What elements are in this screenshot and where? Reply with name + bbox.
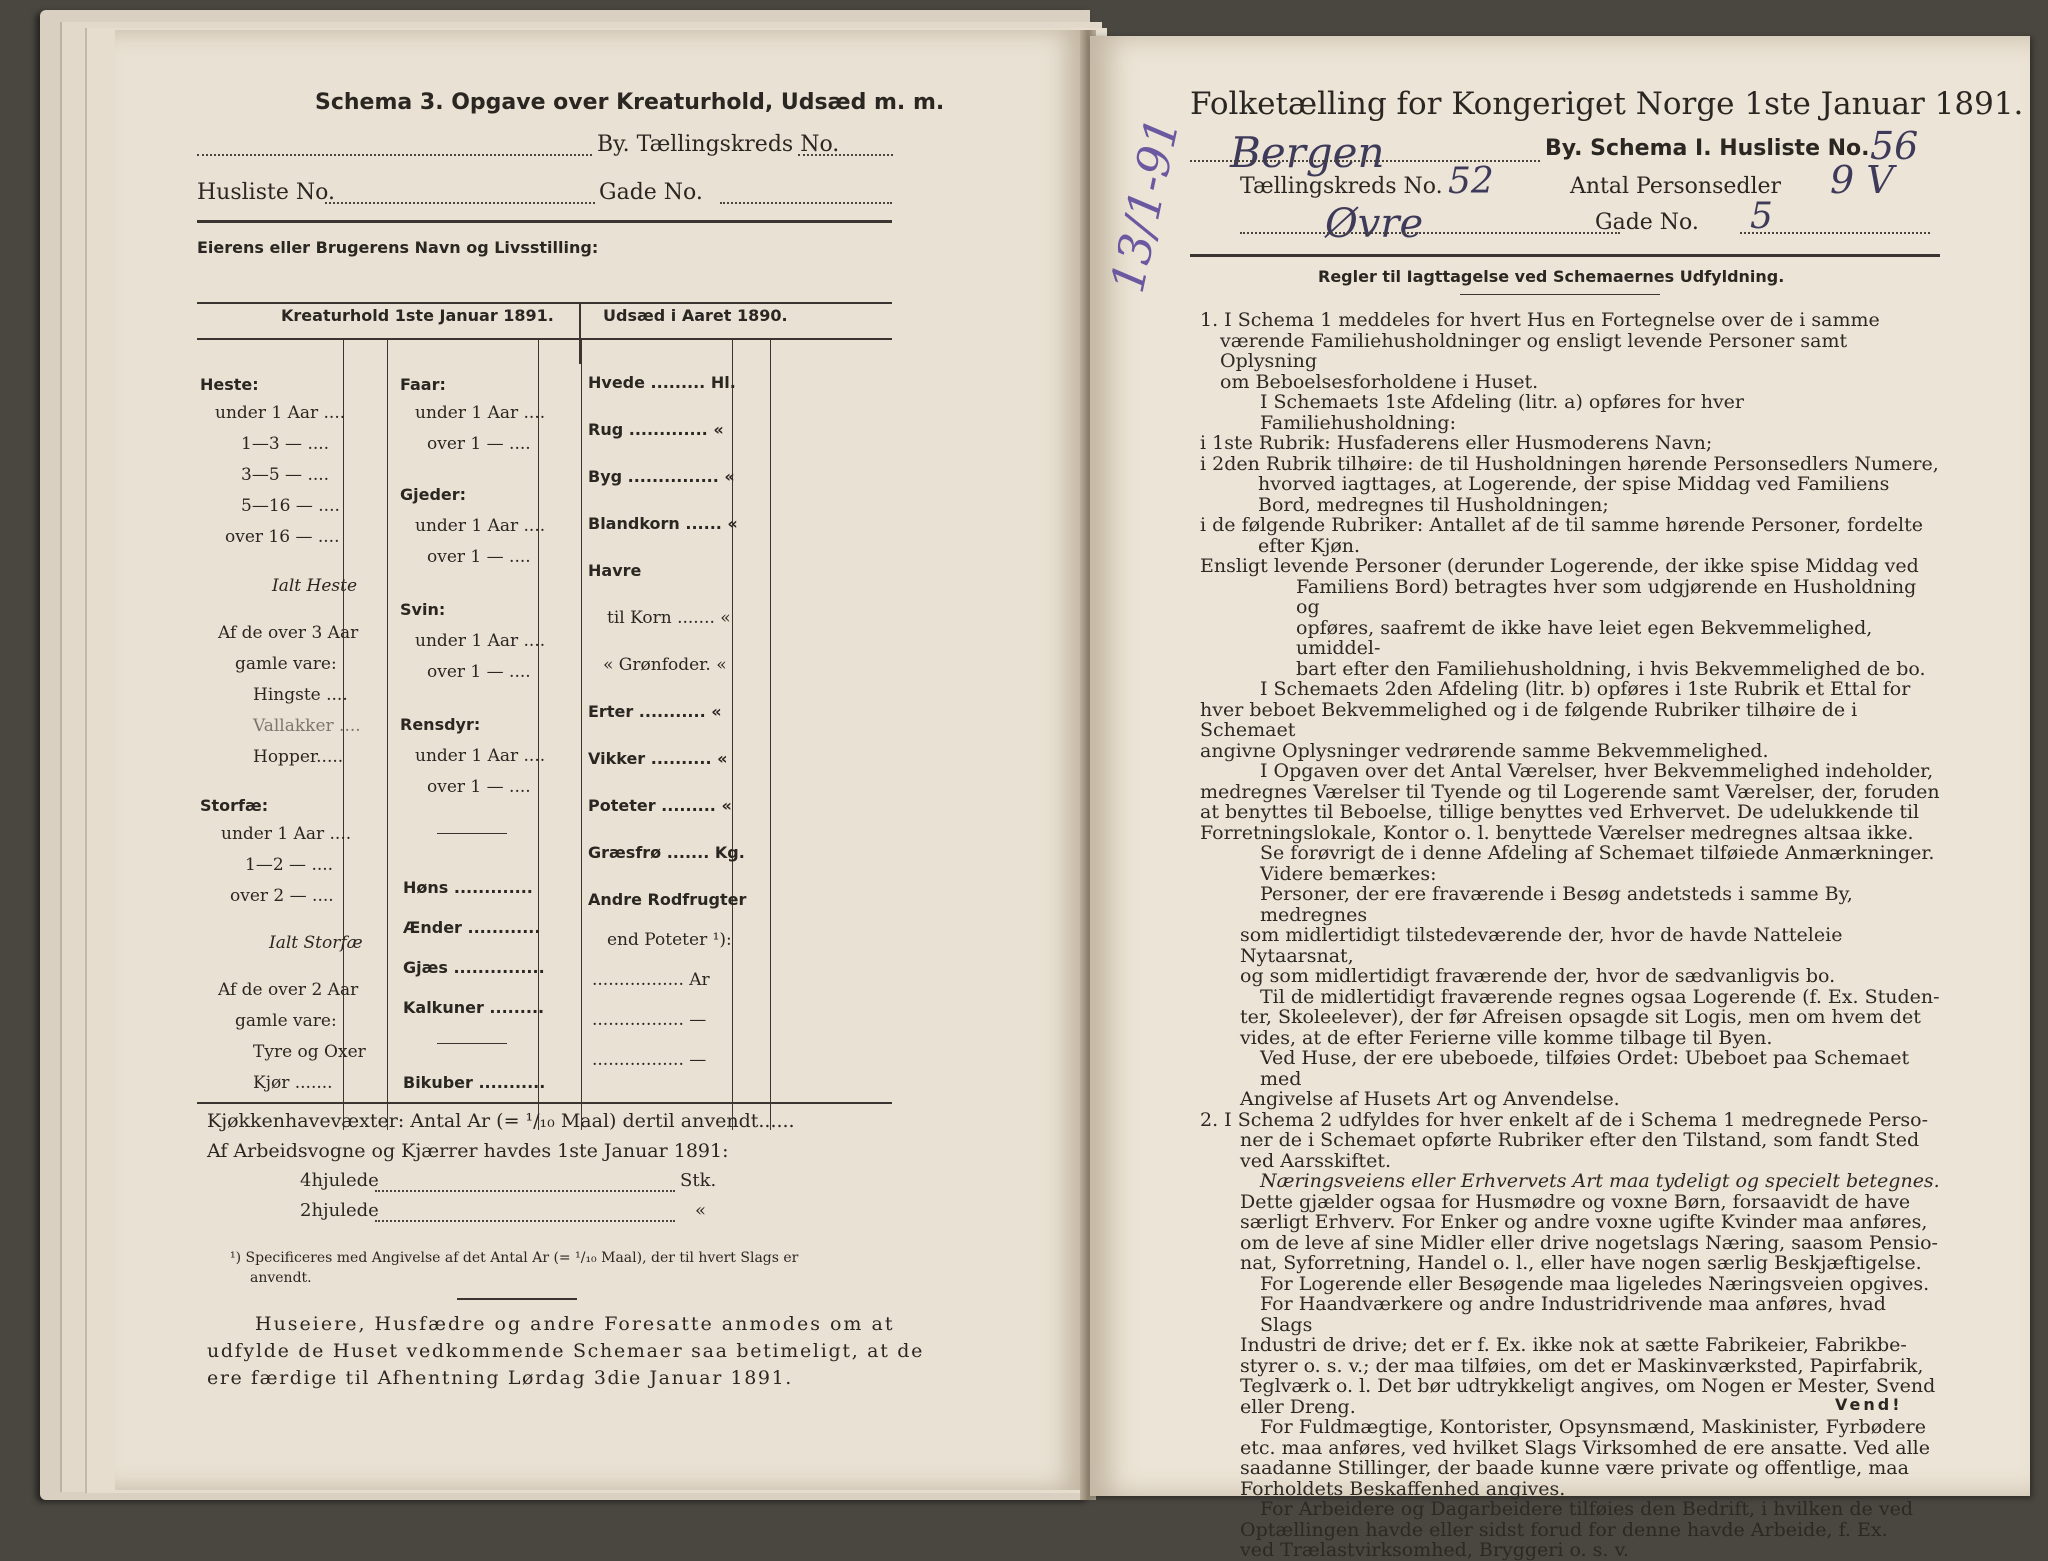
gjeder-label: Gjeder: <box>400 485 467 504</box>
rule <box>197 1102 892 1104</box>
row-label: Havre <box>588 561 642 580</box>
row-label: over 1 — .... <box>427 662 531 682</box>
row-label: Hingste .... <box>253 685 348 705</box>
row-label: 3—5 — .... <box>241 465 330 485</box>
by-label: By. Tællingskreds No. <box>597 132 840 157</box>
rules-line: Næringsveiens eller Erhvervets Art maa tydeligt og specielt betegnes. <box>1260 1170 1940 1192</box>
row-label: under 1 Aar .... <box>221 824 352 844</box>
street-handwritten: Øvre <box>1325 201 1424 247</box>
eier-label: Eierens eller Brugerens Navn og Livsstilling: <box>197 238 599 257</box>
rules-line: eller Dreng. <box>1240 1395 1356 1418</box>
row-label: Ialt Heste <box>272 576 358 596</box>
rules-line: Angivelse af Husets Art og Anvendelse. <box>1240 1088 1620 1110</box>
rules-line: som midlertidigt tilstedeværende der, hvor de havde Natteleie Nytaarsnat, <box>1240 924 1843 967</box>
row-label: 1—2 — .... <box>245 855 334 875</box>
row-label: 1—3 — .... <box>241 434 330 454</box>
rules-line: hvorved iagttages, at Logerende, der spise Middag ved Familiens <box>1258 473 1890 495</box>
rules-line: I Schemaets 1ste Afdeling (litr. a) opføres for hver Familiehusholdning: <box>1260 391 1745 434</box>
row-label: Af de over 2 Aar <box>218 980 359 1000</box>
rules-line: medregnes Værelser til Tyende og til Logerende samt Værelser, der, foruden <box>1200 780 1940 803</box>
antal-no: 9 V <box>1830 158 1894 202</box>
rules-line: og som midlertidigt fraværende der, hvor de sædvanligvis bo. <box>1240 965 1836 987</box>
rules-line: Personer, der ere fraværende i Besøg andetsteds i samme By, medregnes <box>1260 883 1853 926</box>
rules-line: Ved Huse, der ere ubeboede, tilføies Ordet: Ubeboet paa Schemaet med <box>1260 1047 1910 1090</box>
city-handwritten: Bergen <box>1230 128 1385 177</box>
footnote: ¹) Specificeres med Angivelse af det Antal Ar (= ¹/₁₀ Maal), der til hvert Slags er <box>230 1250 799 1266</box>
margin-note: 13/1-91 <box>1100 112 1190 298</box>
kreaturhold-header: Kreaturhold 1ste Januar 1891. <box>281 306 554 325</box>
faar-label: Faar: <box>400 375 446 394</box>
row-label: til Korn ....... « <box>607 608 731 628</box>
left-title: Schema 3. Opgave over Kreaturhold, Udsæd m. m. <box>315 90 945 115</box>
row-label: under 1 Aar .... <box>415 746 546 766</box>
row-label: gamle vare: <box>235 1011 337 1031</box>
rules-line: ter, Skoleelever), der før Afreisen opsagde sit Logis, men om hvem det <box>1240 1006 1921 1028</box>
rules-line: Dette gjælder ogsaa for Husmødre og voxne Børn, forsaavidt de have <box>1240 1190 1911 1213</box>
rules-line: særligt Erhverv. For Enker og andre voxne ugifte Kvinder maa anføres, <box>1240 1211 1928 1233</box>
row-label: Af de over 3 Aar <box>218 623 359 643</box>
row-label: over 1 — .... <box>427 777 531 797</box>
stk-label: Stk. <box>680 1170 717 1191</box>
appeal-line: ere færdige til Afhentning Lørdag 3die Januar 1891. <box>207 1367 793 1389</box>
row-label: over 1 — .... <box>427 547 531 567</box>
column-rule <box>387 340 388 1130</box>
rule <box>197 220 892 223</box>
gade-label: Gade No. <box>1595 210 1699 235</box>
row-label: over 16 — .... <box>225 527 340 547</box>
row-label: Kalkuner ......... <box>403 998 545 1017</box>
rule <box>457 1298 577 1300</box>
rules-line: om Beboelsesforholdene i Huset. <box>1220 370 1539 393</box>
row-label: over 2 — .... <box>230 886 334 906</box>
row-label: Poteter ......... « <box>588 796 732 815</box>
row-label: over 1 — .... <box>427 434 531 454</box>
rules-line: Optællingen havde eller sidst forud for denne havde Arbeide, f. Ex. <box>1240 1518 1888 1541</box>
kreds-no: 52 <box>1448 161 1494 202</box>
row-label: Græsfrø ....... Kg. <box>588 843 745 862</box>
footnote: anvendt. <box>250 1270 312 1286</box>
rules-line: ner de i Schemaet opførte Rubriker efter den Tilstand, som fandt Sted <box>1240 1129 1920 1151</box>
row-label: Rug ............. « <box>588 420 724 439</box>
rules-line: For Haandværkere og andre Industridrivende maa anføres, hvad Slags <box>1260 1293 1886 1336</box>
dotted-line <box>375 1220 675 1222</box>
row-label: Gjæs ............... <box>403 958 545 977</box>
rules-line: I Schemaets 2den Afdeling (litr. b) opføres i 1ste Rubrik et Ettal for <box>1260 678 1911 700</box>
row-label: Ænder ............ <box>403 918 541 937</box>
svin-label: Svin: <box>400 600 446 619</box>
rules-line: i de følgende Rubriker: Antallet af de til samme hørende Personer, fordelte <box>1200 514 1924 536</box>
appeal-line: Huseiere, Husfædre og andre Foresatte anmodes om at <box>255 1313 895 1335</box>
column-rule <box>732 340 733 1130</box>
rules-line: Familiens Bord) betragtes hver som udgjørende en Husholdning og <box>1296 575 1917 618</box>
antal-label: Antal Personsedler <box>1570 174 1782 199</box>
rules-line: Forretningslokale, Kontor o. l. benyttede Værelser medregnes altsaa ikke. <box>1200 821 1914 844</box>
row-label: Bikuber ........... <box>403 1073 546 1092</box>
rules-line: Forholdets Beskaffenhed angives. <box>1240 1477 1566 1500</box>
rules-line: Bord, medregnes til Husholdningen; <box>1258 493 1609 516</box>
left-page <box>115 30 1085 1490</box>
row-label: « Grønfoder. « <box>603 655 727 675</box>
row-label: Høns ............. <box>403 878 533 897</box>
row-label: Vallakker .... <box>253 716 361 736</box>
rules-line: bart efter den Familiehusholdning, i hvis Bekvemmelighed de bo. <box>1296 657 1926 680</box>
husliste-label: Husliste No. <box>197 180 335 205</box>
rules-line: Se forøvrigt de i denne Afdeling af Schemaet tilføiede Anmærkninger. <box>1260 842 1935 864</box>
row-label: under 1 Aar .... <box>415 403 546 423</box>
rules-line: Ensligt levende Personer (derunder Logerende, der ikke spise Middag ved <box>1200 555 1919 577</box>
row-label: Byg ............... « <box>588 467 735 486</box>
rules-line: Til de midlertidigt fraværende regnes ogsaa Logerende (f. Ex. Studen- <box>1260 985 1940 1008</box>
kjokkenhave-line: Kjøkkenhavevæxter: Antal Ar (= ¹/₁₀ Maal) dertil anvendt...... <box>207 1110 795 1132</box>
rule <box>1190 254 1940 257</box>
by-schema-label: By. Schema I. Husliste No. <box>1545 136 1870 161</box>
row-label: Vikker .......... « <box>588 749 728 768</box>
right-title: Folketælling for Kongeriget Norge 1ste Januar 1891. <box>1190 86 2024 122</box>
rules-line: om de leve af sine Midler eller drive nogetslags Næring, saasom Pensio- <box>1240 1231 1938 1254</box>
right-page <box>1090 36 2030 1561</box>
rules-line: hver beboet Bekvemmelighed og i de følgende Rubriker tilhøire de i Schemaet <box>1200 698 1858 741</box>
rules-line: værende Familiehusholdninger og ensligt levende Personer samt Oplysning <box>1220 329 1848 372</box>
rules-line: efter Kjøn. <box>1258 534 1361 557</box>
husliste-no: 56 <box>1870 124 1919 168</box>
rules-line: Teglværk o. l. Det bør udtrykkeligt angives, om Nogen er Mester, Svend <box>1240 1375 1936 1397</box>
dotted-line <box>197 154 592 156</box>
gade-no: 5 <box>1750 196 1773 237</box>
row-label: Tyre og Oxer <box>253 1042 366 1062</box>
rules-line: For Arbeidere og Dagarbeidere tilføies den Bedrift, i hvilken de ved <box>1260 1498 1913 1520</box>
dotted-line <box>1740 232 1930 234</box>
row-label: end Poteter ¹): <box>607 930 732 950</box>
rules-text <box>1200 310 1940 1561</box>
rule <box>197 302 892 304</box>
heste-label: Heste: <box>200 375 259 394</box>
rules-title: Regler til Iagttagelse ved Schemaernes Udfyldning. <box>1318 267 1785 286</box>
dotted-line <box>325 202 595 204</box>
udsaed-header: Udsæd i Aaret 1890. <box>603 306 788 325</box>
row-label: Blandkorn ...... « <box>588 514 738 533</box>
rules-line: angivne Oplysninger vedrørende samme Bekvemmelighed. <box>1200 739 1769 762</box>
rules-line: i 2den Rubrik tilhøire: de til Husholdningen hørende Personsedlers Numere, <box>1200 452 1939 475</box>
dotted-line <box>720 202 892 204</box>
vend-label: Vend! <box>1835 1395 1903 1414</box>
kreds-label: Tællingskreds No. <box>1240 174 1443 199</box>
arbeidsvogne-line: Af Arbeidsvogne og Kjærrer havdes 1ste Januar 1891: <box>207 1140 729 1162</box>
appeal-line: udfylde de Huset vedkommende Schemaer saa betimeligt, at de <box>207 1340 925 1362</box>
hjulede2-label: 2hjulede <box>300 1200 379 1221</box>
row-label: Hopper..... <box>253 747 344 767</box>
rules-line: 2. I Schema 2 udfyldes for hver enkelt af de i Schema 1 medregnede Perso- <box>1200 1108 1929 1131</box>
dotted-line <box>375 1190 675 1192</box>
column-rule <box>581 340 582 1130</box>
row-label: ................. — <box>592 1050 707 1070</box>
rules-line: styrer o. s. v.; der maa tilføies, om det er Maskinværksted, Papirfabrik, <box>1240 1354 1924 1377</box>
rules-line: i 1ste Rubrik: Husfaderens eller Husmoderens Navn; <box>1200 432 1713 454</box>
rules-line: etc. maa anføres, ved hvilket Slags Virksomhed de ere ansatte. Ved alle <box>1240 1436 1931 1459</box>
row-label: Ialt Storfæ <box>269 933 363 953</box>
rules-line: 1. I Schema 1 meddeles for hvert Hus en Fortegnelse over de i samme <box>1200 309 1880 331</box>
rules-line: saadanne Stillinger, der baade kunne være private og offentlige, maa <box>1240 1457 1909 1479</box>
rules-line: at benyttes til Beboelse, tillige benyttes ved Erhvervet. De udelukkende til <box>1200 801 1920 823</box>
hjulede4-label: 4hjulede <box>300 1170 379 1191</box>
rules-line: For Logerende eller Besøgende maa ligeledes Næringsveien opgives. <box>1260 1272 1930 1295</box>
rules-line: For Fuldmægtige, Kontorister, Opsynsmænd, Maskinister, Fyrbødere <box>1260 1416 1926 1438</box>
rule <box>437 1043 507 1044</box>
row-label: ................. Ar <box>592 970 710 990</box>
row-label: Kjør ....... <box>253 1073 333 1093</box>
row-label: Hvede ......... Hl. <box>588 373 736 392</box>
row-label: 5—16 — .... <box>241 496 340 516</box>
rensdyr-label: Rensdyr: <box>400 715 481 734</box>
storfae-label: Storfæ: <box>200 796 269 815</box>
column-rule <box>770 340 771 1130</box>
row-label: under 1 Aar .... <box>415 516 546 536</box>
rule <box>1460 294 1660 295</box>
rules-line: ved Aarsskiftet. <box>1240 1149 1391 1172</box>
rule <box>437 833 507 834</box>
row-label: under 1 Aar .... <box>415 631 546 651</box>
rules-line: opføres, saafremt de ikke have leiet egen Bekvemmelighed, umiddel- <box>1296 616 1873 659</box>
dotted-line <box>798 154 893 156</box>
rules-line: vides, at de efter Ferierne ville komme tilbage til Byen. <box>1240 1026 1773 1049</box>
ditto-mark: « <box>695 1200 707 1221</box>
row-label: under 1 Aar .... <box>215 403 346 423</box>
row-label: Erter ........... « <box>588 702 722 721</box>
rules-line: I Opgaven over det Antal Værelser, hver Bekvemmelighed indeholder, <box>1260 760 1934 782</box>
rules-line: Industri de drive; det er f. Ex. ikke nok at sætte Fabrikeier, Fabrikbe- <box>1240 1334 1907 1356</box>
dotted-line <box>1240 232 1620 234</box>
row-label: Andre Rodfrugter <box>588 890 747 909</box>
rules-line: Videre bemærkes: <box>1260 862 1437 885</box>
rules-line: ved Trælastvirksomhed, Bryggeri o. s. v. <box>1240 1539 1629 1561</box>
row-label: ................. — <box>592 1010 707 1030</box>
rule <box>197 338 892 340</box>
row-label: gamle vare: <box>235 654 337 674</box>
rules-line: nat, Syforretning, Handel o. l., eller have nogen særlig Beskjæftigelse. <box>1240 1252 1922 1274</box>
gade-label: Gade No. <box>599 180 703 205</box>
